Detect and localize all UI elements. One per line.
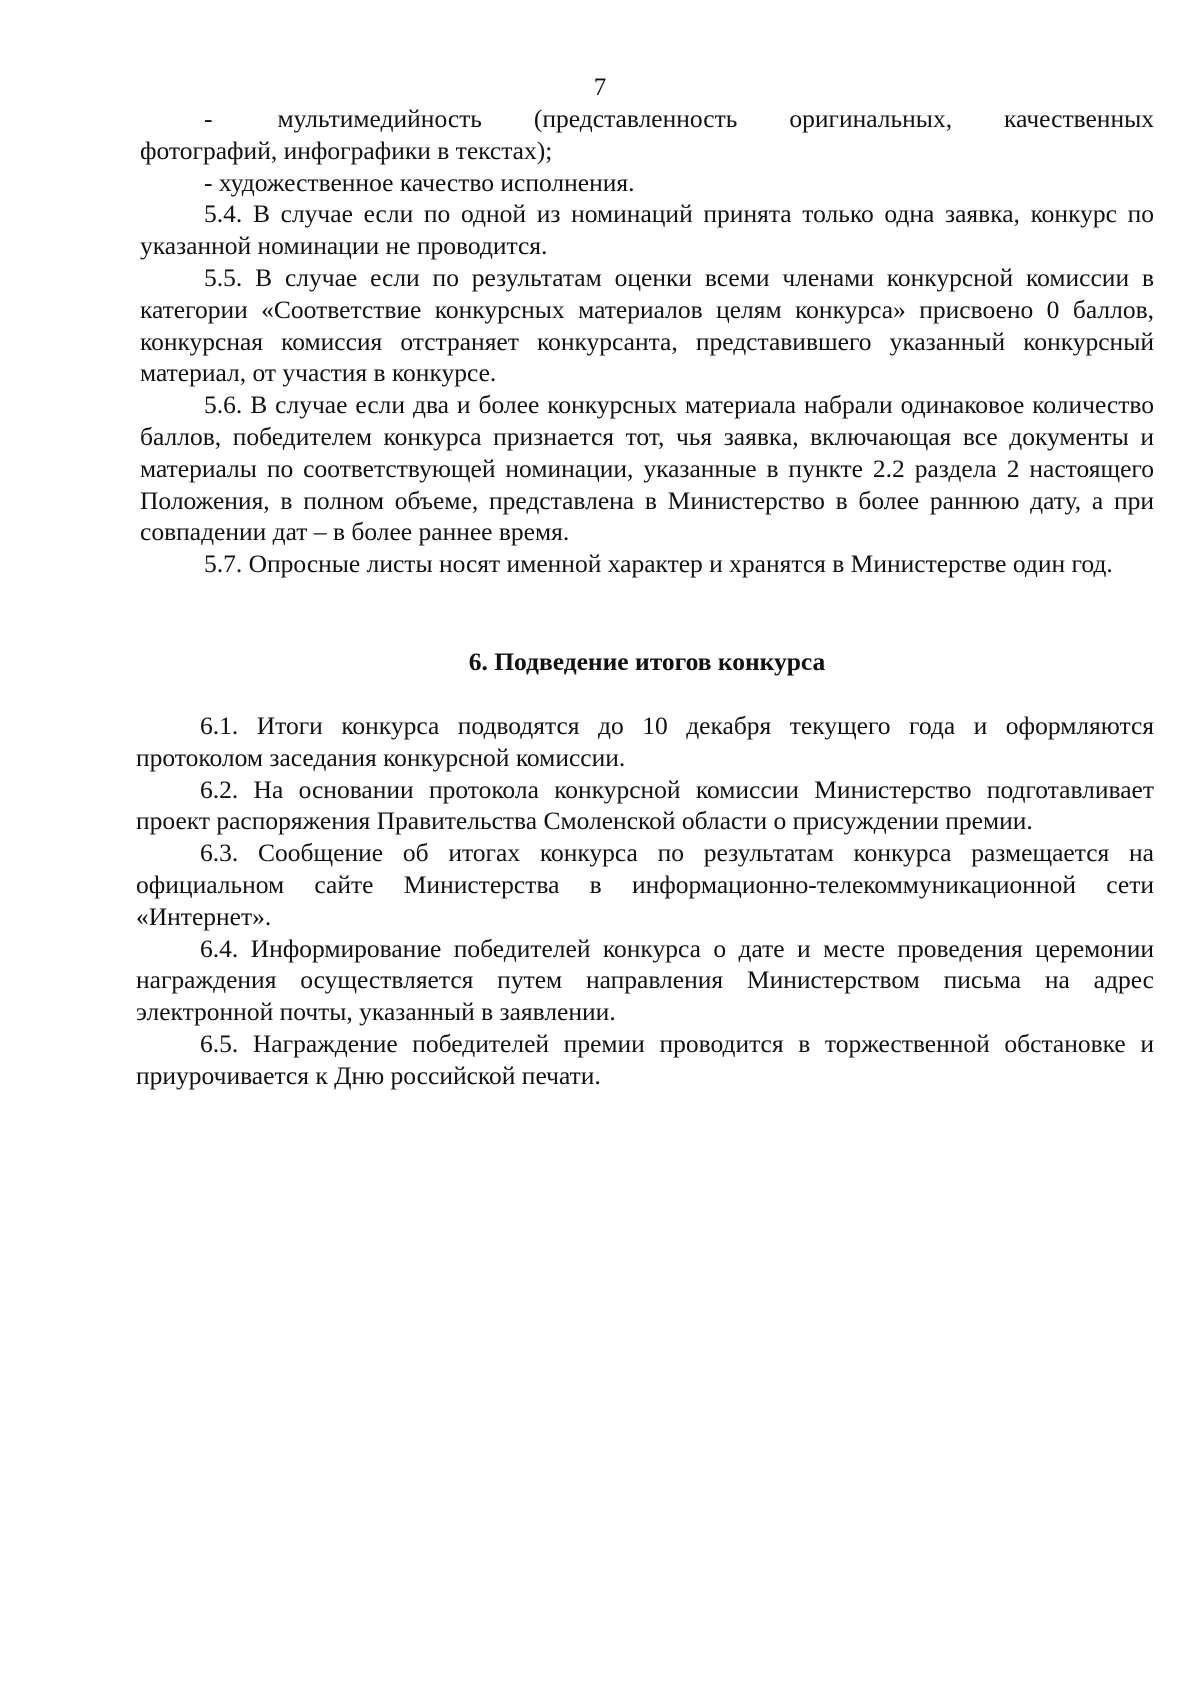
paragraph-artistic-quality: - художественное качество исполнения.	[204, 167, 635, 197]
paragraph-6-1: 6.1. Итоги конкурса подводятся до 10 декабря текущего года и оформляются протоколом заседания конкурсной комиссии.	[136, 711, 1154, 772]
section-6-heading-block	[140, 646, 1154, 678]
section-6-body	[136, 710, 1154, 1092]
paragraph-6-3: 6.3. Сообщение об итогах конкурса по результатам конкурса размещается на официальном сайте Министерства в информационно-телекоммуникационной сети «Интернет».	[136, 838, 1154, 931]
page-number: 7	[593, 74, 607, 101]
section-5-continued	[140, 103, 1154, 580]
paragraph-5-5: 5.5. В случае если по результатам оценки всеми членами конкурсной комиссии в категории «Соответствие конкурсных материалов целям конкурса» присвоено 0 баллов, конкурсная комиссия отстраняет конкурсанта, представившего указанный конкурсный материал, от участия в конкурсе.	[140, 262, 1154, 388]
paragraph-5-4: 5.4. В случае если по одной из номинаций принята только одна заявка, конкурс по указанной номинации не проводится.	[140, 199, 1154, 261]
paragraph-6-5: 6.5. Награждение победителей премии проводится в торжественной обстановке и приурочивается к Дню российской печати.	[136, 1028, 1154, 1090]
paragraph-5-6: 5.6. В случае если два и более конкурсных материала набрали одинаковое количество баллов, победителем конкурса признается тот, чья заявка, включающая все документы и материалы по соответствующей номинации, указанные в пункте 2.2 раздела 2 настоящего Положения, в полном объеме, представлена в Министерство в более раннюю дату, а при совпадении дат – в более раннее время.	[140, 390, 1154, 547]
paragraph-multimedia: - мультимедийность (представленность оригинальных, качественных фотографий, инфографики в текстах);	[140, 104, 1154, 165]
section-heading: 6. Подведение итогов конкурса	[468, 647, 826, 676]
paragraph-6-2: 6.2. На основании протокола конкурсной комиссии Министерство подготавливает проект распоряжения Правительства Смоленской области о присуждении премии.	[136, 774, 1154, 836]
paragraph-6-4: 6.4. Информирование победителей конкурса о дате и месте проведения церемонии награждения осуществляется путем направления Министерством письма на адрес электронной почты, указанный в заявлении.	[136, 933, 1154, 1027]
paragraph-5-7: 5.7. Опросные листы носят именной характер и хранятся в Министерстве один год.	[204, 549, 1113, 579]
